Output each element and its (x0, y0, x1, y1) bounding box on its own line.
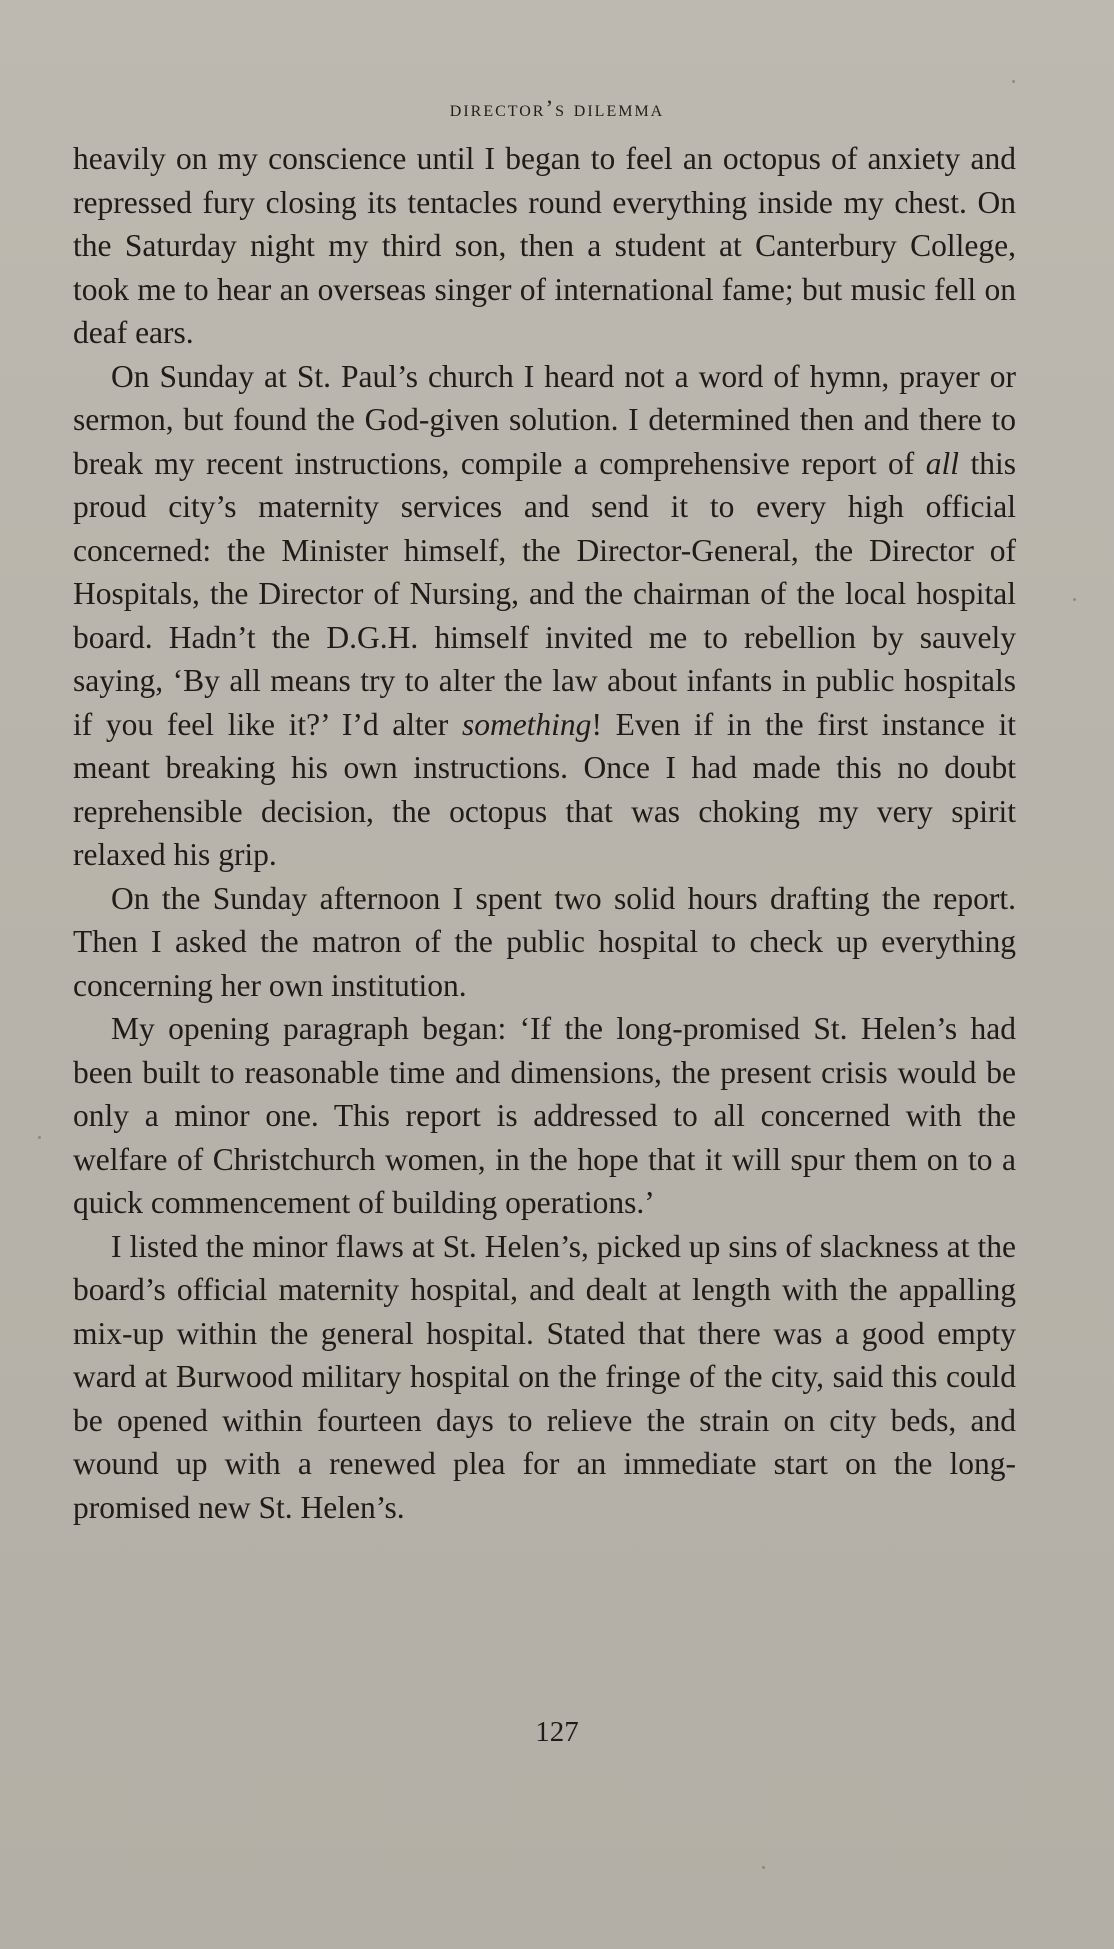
text-run: My opening paragraph began: ‘If the long-promised St. Helen’s had been built to reasonable time and dimensions, the present crisis would be only a minor one. This report is addressed to all concerned with the welfare of Christchurch women, in the hope that it will spur them on to a quick commencement of building operations.’ (73, 1011, 1016, 1220)
paragraph (73, 1225, 1016, 1530)
page-number: 127 (535, 1716, 579, 1748)
running-head: director’s dilemma (449, 96, 665, 121)
text-run: I listed the minor flaws at St. Helen’s, picked up sins of slackness at the board’s official maternity hospital, and dealt at length with the appalling mix-up within the general hospital. Stated that there was a good empty ward at Burwood military hospital on the fringe of the city, said this could be opened within fourteen days to relieve the strain on city beds, and wound up with a renewed plea for an immediate start on the long-promised new St. Helen’s. (73, 1228, 1016, 1525)
paragraph (73, 877, 1016, 1008)
paper-speck (1073, 598, 1076, 601)
paragraph (73, 355, 1016, 877)
paper-speck (38, 1136, 41, 1139)
text-run: this proud city’s maternity services and send it to every high official concerned: the Minister himself, the Director-General, the Director of Hospitals, the Director of Nursing, and the chairman of the local hospital board. Hadn’t the D.G.H. himself invited me to rebellion by sauvely saying, ‘By all means try to alter the law about infants in public hospitals if you feel like it?’ I’d alter (73, 445, 1016, 742)
text-run: On the Sunday afternoon I spent two solid hours drafting the report. Then I asked the matron of the public hospital to check up everything concerning her own institution. (73, 880, 1016, 1003)
italic-text: all (925, 445, 960, 481)
paragraph (73, 137, 1016, 355)
paragraph (73, 1007, 1016, 1225)
text-run: heavily on my conscience until I began to feel an octopus of anxiety and repressed fury closing its tentacles round everything inside my chest. On the Saturday night my third son, then a student at Canterbury College, took me to hear an overseas singer of international fame; but music fell on deaf ears. (73, 141, 1016, 350)
body-text (73, 137, 1016, 1529)
paper-speck (762, 1866, 765, 1869)
paper-speck (1012, 80, 1015, 83)
italic-text: something (461, 706, 592, 742)
text-run: ! Even if in the first instance it meant breaking his own instructions. Once I had made this no doubt reprehensible decision, the octopus that was choking my very spirit relaxed his grip. (73, 706, 1016, 872)
text-run: On Sunday at St. Paul’s church I heard not a word of hymn, prayer or sermon, but found the God-given solution. I determined then and there to break my recent instructions, compile a comprehensive report of (73, 358, 1016, 481)
